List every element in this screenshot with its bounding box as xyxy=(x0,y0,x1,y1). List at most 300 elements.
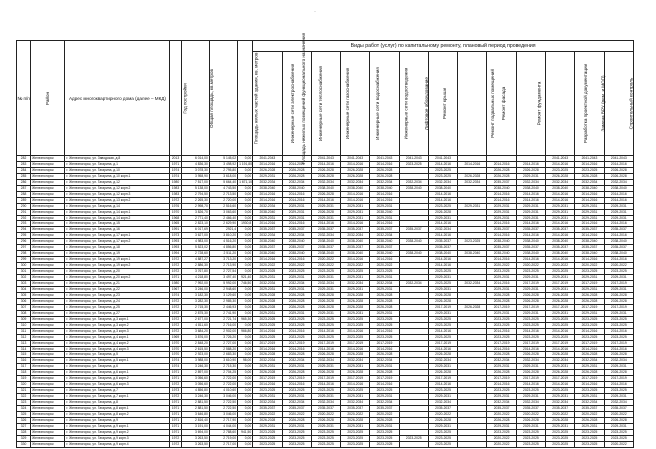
row-work-period: 2032-2034 xyxy=(516,400,545,406)
header-no xyxy=(17,41,31,156)
row-total-area: 4 218,80 xyxy=(181,275,209,281)
row-work-period: 2029-2031 xyxy=(341,215,370,221)
row-work-period: 2029-2031 xyxy=(311,215,340,221)
row-work-period: 2014-2016 xyxy=(516,233,545,239)
row-work-period: 2023-2025 xyxy=(604,388,633,394)
row-address: г. Железногорск, ул. Гагарина, д.5 xyxy=(65,352,170,358)
row-work-period: 2023-2025 xyxy=(253,322,282,328)
row-address: г. Железногорск, ул. Гагарина, д.13 корп.2 xyxy=(65,197,170,203)
row-work-period: 2026-2028 xyxy=(516,417,545,423)
row-premises-area: 0,00 xyxy=(238,233,253,239)
row-number: 328 xyxy=(17,429,31,435)
row-premises-area: 98,00 xyxy=(238,358,253,364)
row-work-period: 2014-2016 xyxy=(370,161,399,167)
row-district: Железногорск xyxy=(31,394,65,400)
row-total-area: 2 897,00 xyxy=(181,370,209,376)
header-district xyxy=(31,41,65,156)
row-address: г. Железногорск, ул. Гагарина, д.12 корп.3 xyxy=(65,191,170,197)
row-work-period: 2017-2019 xyxy=(341,376,370,382)
row-premises-area: 0,00 xyxy=(238,400,253,406)
row-work-period: 2023-2025 xyxy=(253,435,282,441)
row-work-period: 2014-2016 xyxy=(341,161,370,167)
row-number: 307 xyxy=(17,304,31,310)
row-work-period: 2026-2028 xyxy=(575,417,604,423)
header-work-label: Инженерные сети электроснабжения xyxy=(290,63,296,144)
row-district: Железногорск xyxy=(31,352,65,358)
row-work-period: 2029-2031 xyxy=(370,286,399,292)
header-year xyxy=(170,41,189,156)
row-address: г. Железногорск, ул. Гагарина, д.8 xyxy=(65,400,170,406)
row-work-period: 2032-2034 xyxy=(575,179,604,185)
row-total-area: 2 881,50 xyxy=(181,406,209,412)
row-total-area: 3 684,20 xyxy=(181,328,209,334)
row-year: 1993 xyxy=(171,239,180,244)
row-work-period: 2029-2031 xyxy=(428,215,457,221)
row-work-period: 2029-2031 xyxy=(487,364,516,370)
row-district: Железногорск xyxy=(31,239,65,245)
row-work-period: 2026-2028 xyxy=(604,173,633,179)
row-number: 317 xyxy=(17,364,31,370)
row-work-period: 2023-2025 xyxy=(253,388,282,394)
row-work-period: 2035-2037 xyxy=(341,245,370,251)
row-work-period: 2026-2028 xyxy=(311,167,340,173)
row-premises-area: 0,00 xyxy=(238,388,253,394)
row-work-period: 2029-2031 xyxy=(546,310,575,316)
row-total-area: 3 056,60 xyxy=(181,376,209,382)
row-premises-area: 0,00 xyxy=(238,441,253,447)
row-work-period: 2023-2025 xyxy=(341,388,370,394)
row-work-period: 2026-2028 xyxy=(546,292,575,298)
header-work-8 xyxy=(458,52,496,156)
row-work-period: 2035-2037 xyxy=(516,227,545,233)
row-work-period: 2023-2025 xyxy=(575,316,604,322)
row-address: г. Железногорск, ул. Гагарина, д.6 xyxy=(65,364,170,370)
row-work-period: 2026-2028 xyxy=(253,292,282,298)
row-work-period: 2038-2040 xyxy=(428,185,457,191)
row-district: Железногорск xyxy=(31,179,65,185)
row-number: 306 xyxy=(17,298,31,304)
header-work-label: Ремонт крыши xyxy=(441,87,447,120)
row-address: г. Железногорск, ул. Гагарина, д.12 xyxy=(65,179,170,185)
row-work-period: 2029-2031 xyxy=(370,423,399,429)
row-work-period: 2023-2025 xyxy=(546,322,575,328)
row-work-period: 2029-2031 xyxy=(487,203,516,209)
row-premises-area: 921,40 xyxy=(238,275,253,281)
row-work-period: 2029-2031 xyxy=(253,215,282,221)
row-work-period: 2023-2025 xyxy=(604,269,633,275)
row-address: г. Железногорск, ул. Гагарина, д.18 xyxy=(65,245,170,251)
row-work-period: 2014-2016 xyxy=(282,328,311,334)
row-district: Железногорск xyxy=(31,233,65,239)
row-work-period: 2014-2016 xyxy=(341,257,370,263)
row-total-area: 2 677,00 xyxy=(181,316,209,322)
row-work-period: 2017-2019 xyxy=(604,340,633,346)
row-work-period: 2014-2016 xyxy=(516,328,545,334)
row-work-period: 2029-2031 xyxy=(604,275,633,281)
row-work-period: 2029-2031 xyxy=(516,423,545,429)
row-address: г. Железногорск, ул. Гагарина, д.3 корп.3 xyxy=(65,328,170,334)
row-address: г. Железногорск, ул. Гагарина, д.14 корп.1 xyxy=(65,209,170,215)
row-district: Железногорск xyxy=(31,441,65,447)
row-work-period: 2014-2016 xyxy=(311,161,340,167)
row-work-period: 2020-2022 xyxy=(311,257,340,263)
row-work-period: 2032-2034 xyxy=(370,179,399,185)
row-work-period: 2026-2028 xyxy=(546,370,575,376)
row-total-area: 2 875,30 xyxy=(181,310,209,316)
row-total-area: 2 998,70 xyxy=(181,203,209,209)
row-housing-area: 2 727,00 xyxy=(209,340,237,346)
row-work-period: 2014-2016 xyxy=(282,191,311,197)
row-work-period: 2029-2031 xyxy=(604,209,633,215)
row-district: Железногорск xyxy=(31,227,65,233)
row-work-period: 2020-2022 xyxy=(341,411,370,417)
row-premises-area: 966,80 xyxy=(238,328,253,334)
row-work-period: 2026-2028 xyxy=(604,298,633,304)
row-work-period: 2023-2025 xyxy=(575,322,604,328)
row-work-period: 2032-2034 xyxy=(487,400,516,406)
row-work-period: 2038-2040 xyxy=(282,239,311,245)
row-work-period: 2029-2031 xyxy=(575,423,604,429)
row-work-period: 2023-2025 xyxy=(282,322,311,328)
row-housing-area: 2 683,30 xyxy=(209,352,237,358)
row-housing-area: 2 722,50 xyxy=(209,400,237,406)
row-work-period: 2014-2016 xyxy=(575,346,604,352)
row-work-period: 2023-2025 xyxy=(428,167,457,173)
row-work-period: 2014-2016 xyxy=(516,161,545,167)
row-address: г. Железногорск, ул. Заводская, д.8 xyxy=(65,156,170,162)
row-work-period: 2029-2031 xyxy=(516,215,545,221)
row-total-area: 3 646,80 xyxy=(181,411,209,417)
row-work-period: 2026-2028 xyxy=(253,298,282,304)
row-year: 1971 xyxy=(171,275,180,280)
row-work-period: 2026-2028 xyxy=(604,417,633,423)
row-district: Железногорск xyxy=(31,167,65,173)
row-work-period: 2032-2034 xyxy=(428,358,457,364)
row-total-area: 5 523,02 xyxy=(181,245,209,251)
row-work-period: 2017-2019 xyxy=(546,376,575,382)
row-work-period: 2014-2016 xyxy=(516,382,545,388)
row-premises-area: 0,00 xyxy=(238,417,253,423)
row-work-period: 2029-2031 xyxy=(575,286,604,292)
row-year: 1980 xyxy=(171,281,180,286)
header-year-label: Год постройки xyxy=(183,82,189,114)
header-works-group xyxy=(253,41,634,52)
row-housing-area: 2921,4 xyxy=(209,227,237,233)
row-address: г. Железногорск, ул. Гагарина, д.8 корп.1 xyxy=(65,406,170,412)
row-work-period: 2014-2016 xyxy=(282,382,311,388)
row-housing-area: 3 497,40 xyxy=(209,275,237,281)
row-address: г. Железногорск, ул. Гагарина, д.9 xyxy=(65,417,170,423)
header-no-label: № п/п xyxy=(17,95,30,101)
row-work-period: 2020-2022 xyxy=(253,263,282,269)
row-work-period: 2029-2031 xyxy=(311,423,340,429)
row-work-period: 2026-2028 xyxy=(370,370,399,376)
row-number: 299 xyxy=(17,257,31,263)
row-work-period: 2038-2040 xyxy=(253,185,282,191)
row-number: 294 xyxy=(17,227,31,233)
row-work-period: 2014-2016 xyxy=(428,161,457,167)
row-work-period: 2014-2016 xyxy=(604,233,633,239)
row-year: 1983 xyxy=(171,191,180,196)
row-housing-area: 5 145,02 xyxy=(209,156,237,162)
row-work-period: 2038-2040 xyxy=(487,185,516,191)
row-work-period: 2023-2025 xyxy=(341,441,370,447)
row-year: 1972 xyxy=(171,304,180,309)
row-housing-area: 3 063,60 xyxy=(209,209,237,215)
row-housing-area: 2 788,60 xyxy=(209,429,237,435)
row-year: 1973 xyxy=(171,388,180,393)
row-work-period: 2026-2028 xyxy=(487,173,516,179)
row-address: г. Железногорск, ул. Гагарина, д.12 корп.2 xyxy=(65,185,170,191)
row-district: Железногорск xyxy=(31,304,65,310)
row-work-period: 2014-2016 xyxy=(575,197,604,203)
row-work-period: 2026-2028 xyxy=(546,417,575,423)
row-housing-area: 2 466,40 xyxy=(209,215,237,221)
header-work-label: Инженерные сети теплоснабжения xyxy=(317,66,323,141)
row-address: г. Железногорск, ул. Гагарина, д.6 корп.1 xyxy=(65,370,170,376)
row-work-period: 2035-2037 xyxy=(546,245,575,251)
row-work-period: 2026-2028 xyxy=(341,417,370,423)
row-year: 1994 xyxy=(171,251,180,256)
row-work-period: 2014-2016 xyxy=(253,221,282,227)
row-work-period: 2017-2019 xyxy=(516,376,545,382)
row-work-period: 2029-2031 xyxy=(282,203,311,209)
row-work-period: 2023-2025 xyxy=(546,316,575,322)
row-work-period: 2014-2016 xyxy=(370,257,399,263)
row-work-period: 2038-2040 xyxy=(253,209,282,215)
row-housing-area: 2 713,90 xyxy=(209,263,237,269)
row-work-period: 2020-2022 xyxy=(575,263,604,269)
row-work-period: 2035-2037 xyxy=(487,406,516,412)
row-work-period: 2026-2028 xyxy=(370,167,399,173)
row-work-period: 2014-2016 xyxy=(370,382,399,388)
row-district: Железногорск xyxy=(31,358,65,364)
row-work-period: 2041-2043 xyxy=(311,156,340,162)
row-work-period: 2014-2016 xyxy=(282,221,311,227)
row-total-area: 3 056,60 xyxy=(181,382,209,388)
row-housing-area: 2 715,30 xyxy=(209,364,237,370)
row-premises-area: 1 671,10 xyxy=(239,179,252,184)
row-district: Железногорск xyxy=(31,334,65,340)
row-work-period: 2026-2028 xyxy=(311,352,340,358)
row-work-period: 2041-2043 xyxy=(253,156,282,162)
row-work-period: 2020-2022 xyxy=(604,441,633,447)
row-work-period: 2014-2016 xyxy=(428,263,457,269)
row-work-period: 2023-2025 xyxy=(487,334,516,340)
row-work-period: 2023-2025 xyxy=(604,316,633,322)
row-total-area: 2 771,40 xyxy=(181,215,209,221)
row-district: Железногорск xyxy=(31,156,65,162)
row-work-period: 2032-2034 xyxy=(458,281,487,287)
row-work-period: 2023-2025 xyxy=(282,429,311,435)
row-work-period: 2038-2040 xyxy=(604,239,633,245)
row-work-period: 2029-2031 xyxy=(487,215,516,221)
row-work-period: 2023-2025 xyxy=(516,429,545,435)
row-housing-area: 5 992,00 xyxy=(209,281,237,287)
row-work-period: 2014-2016 xyxy=(546,233,575,239)
row-housing-area: 2 704,25 xyxy=(209,370,237,376)
row-address: г. Железногорск, ул. Гагарина, д.10 корп.1 xyxy=(65,173,170,179)
row-work-period: 2023-2025 xyxy=(428,173,457,179)
row-work-period: 2038-2040 xyxy=(428,251,457,257)
row-total-area: 4 887,27 xyxy=(181,257,209,263)
row-work-period: 2023-2025 xyxy=(341,429,370,435)
row-work-period: 2029-2031 xyxy=(311,275,340,281)
row-premises-area: 0,00 xyxy=(238,376,253,382)
row-work-period: 2029-2031 xyxy=(546,275,575,281)
row-work-period: 2026-2028 xyxy=(341,352,370,358)
row-work-period: 2029-2031 xyxy=(370,275,399,281)
row-district: Железногорск xyxy=(31,364,65,370)
row-address: г. Железногорск, ул. Гагарина, д.27 xyxy=(65,310,170,316)
row-work-period: 2023-2025 xyxy=(311,441,340,447)
row-work-period: 2014-2016 xyxy=(487,191,516,197)
row-housing-area: 5 664,40 xyxy=(209,179,237,185)
row-work-period: 2020-2022 xyxy=(282,263,311,269)
row-total-area: 3 826,70 xyxy=(181,209,209,215)
row-work-period: 2023-2025 xyxy=(311,429,340,435)
row-year: 1970 xyxy=(171,340,180,345)
row-premises-area: 0,00 xyxy=(238,382,253,388)
row-year: 1972 xyxy=(171,316,180,321)
row-work-period: 2014-2016 xyxy=(341,197,370,203)
row-total-area: 4 856,80 xyxy=(181,388,209,394)
row-work-period: 2032-2034 xyxy=(399,281,428,287)
row-address: г. Железногорск, ул. Гагарина, д.19 корп.2 xyxy=(65,263,170,269)
row-work-period: 2035-2037 xyxy=(282,227,311,233)
row-work-period: 2029-2031 xyxy=(370,310,399,316)
row-work-period: 2023-2025 xyxy=(458,239,487,245)
row-work-period: 2014-2016 xyxy=(516,346,545,352)
row-work-period: 2023-2025 xyxy=(370,269,399,275)
row-work-period: 2029-2031 xyxy=(253,394,282,400)
row-work-period: 2014-2016 xyxy=(516,257,545,263)
row-premises-area: 0,00 xyxy=(238,215,253,221)
row-work-period: 2020-2022 xyxy=(428,411,457,417)
row-work-period: 2026-2028 xyxy=(311,209,340,215)
row-work-period: 2026-2028 xyxy=(604,370,633,376)
row-work-period xyxy=(399,441,428,447)
row-work-period: 2023-2025 xyxy=(253,269,282,275)
row-work-period: 2026-2028 xyxy=(253,352,282,358)
row-work-period: 2014-2016 xyxy=(487,233,516,239)
row-work-period: 2014-2016 xyxy=(487,346,516,352)
row-work-period: 2026-2028 xyxy=(458,304,487,310)
header-address-label: Адрес многоквартирного дома (далее – МКД) xyxy=(68,95,166,101)
row-work-period: 2014-2016 xyxy=(575,161,604,167)
header-work-12 xyxy=(575,52,604,156)
row-work-period: 2023-2025 xyxy=(516,316,545,322)
row-year: 1972 xyxy=(171,382,180,387)
row-work-period: 2017-2019 xyxy=(487,376,516,382)
row-work-period: 2029-2031 xyxy=(516,310,545,316)
row-work-period: 2026-2028 xyxy=(311,292,340,298)
row-district: Железногорск xyxy=(31,382,65,388)
row-premises-area: 0,00 xyxy=(238,370,253,376)
row-work-period: 2029-2031 xyxy=(341,310,370,316)
row-work-period: 2017-2019 xyxy=(282,376,311,382)
row-work-period: 2038-2040 xyxy=(282,185,311,191)
row-number: 302 xyxy=(17,275,31,281)
header-area-label: Общая площадь, кв.метров xyxy=(208,68,214,128)
row-work-period: 2035-2037 xyxy=(546,227,575,233)
row-work-period: 2041-2043 xyxy=(428,156,457,162)
row-work-period: 2023-2025 xyxy=(370,441,399,447)
row-total-area: 3 282,30 xyxy=(181,298,209,304)
row-work-period: 2020-2022 xyxy=(370,411,399,417)
row-housing-area: 4 044,00 xyxy=(209,423,237,429)
row-work-period: 2023-2025 xyxy=(370,435,399,441)
header-district-label: Район xyxy=(45,91,51,105)
row-district: Железногорск xyxy=(31,269,65,275)
row-work-period: 2035-2037 xyxy=(370,245,399,251)
row-work-period: 2032-2034 xyxy=(282,233,311,239)
row-work-period: 2014-2016 xyxy=(575,221,604,227)
row-work-period: 2014-2016 xyxy=(253,257,282,263)
row-work-period: 2023-2025 xyxy=(282,435,311,441)
row-work-period: 2014-2016 xyxy=(428,191,457,197)
row-work-period: 2032-2034 xyxy=(282,358,311,364)
row-premises-area: 0,00 xyxy=(238,263,253,269)
row-district: Железногорск xyxy=(31,281,65,287)
row-work-period: 2014-2016 xyxy=(575,257,604,263)
row-work-period: 2023-2025 xyxy=(546,269,575,275)
row-work-period: 2017-2019 xyxy=(311,340,340,346)
row-total-area: 6 014,00 xyxy=(181,156,209,162)
row-number: 283 xyxy=(17,161,31,167)
row-work-period: 2014-2016 xyxy=(604,257,633,263)
row-number: 286 xyxy=(17,179,31,185)
row-work-period: 2026-2028 xyxy=(428,209,457,215)
row-work-period: 2014-2016 xyxy=(428,328,457,334)
row-work-period: 2017-2019 xyxy=(428,304,457,310)
row-work-period: 2029-2031 xyxy=(370,364,399,370)
row-number: 292 xyxy=(17,215,31,221)
row-work-period: 2035-2037 xyxy=(253,245,282,251)
row-work-period: 2032-2034 xyxy=(399,179,428,185)
row-total-area: 2 728,60 xyxy=(181,251,209,257)
row-work-period: 2020-2022 xyxy=(487,263,516,269)
row-housing-area: 3 713,20 xyxy=(209,257,237,263)
row-work-period: 2029-2031 xyxy=(604,423,633,429)
row-work-period: 2029-2031 xyxy=(575,364,604,370)
row-total-area: 2 816,40 xyxy=(181,417,209,423)
row-work-period: 2029-2031 xyxy=(546,423,575,429)
row-work-period: 2023-2025 xyxy=(516,388,545,394)
row-housing-area: 2 741,90 xyxy=(209,310,237,316)
row-work-period: 2023-2025 xyxy=(370,316,399,322)
row-work-period: 2023-2025 xyxy=(604,334,633,340)
row-address: г. Железногорск, ул. Гагарина, д.22 xyxy=(65,286,170,292)
row-work-period: 2038-2040 xyxy=(487,251,516,257)
row-work-period: 2023-2025 xyxy=(428,269,457,275)
row-housing-area: 2 795,80 xyxy=(209,167,237,173)
row-work-period: 2014-2016 xyxy=(428,382,457,388)
row-address: г. Железногорск, ул. Гагарина, д.24 xyxy=(65,298,170,304)
row-year: 1972 xyxy=(171,257,180,262)
row-work-period: 2029-2031 xyxy=(311,203,340,209)
row-number: 312 xyxy=(17,334,31,340)
row-work-period: 2026-2028 xyxy=(341,292,370,298)
row-work-period: 2026-2028 xyxy=(282,370,311,376)
row-work-period: 2032-2034 xyxy=(428,179,457,185)
row-work-period: 2026-2028 xyxy=(282,304,311,310)
row-housing-area: 2 713,50 xyxy=(209,191,237,197)
row-work-period: 2032-2034 xyxy=(341,179,370,185)
row-work-period: 2020-2022 xyxy=(487,411,516,417)
row-work-period: 2038-2040 xyxy=(311,251,340,257)
row-address: г. Железногорск, ул. Гагарина, д.17 корп.1 xyxy=(65,233,170,239)
